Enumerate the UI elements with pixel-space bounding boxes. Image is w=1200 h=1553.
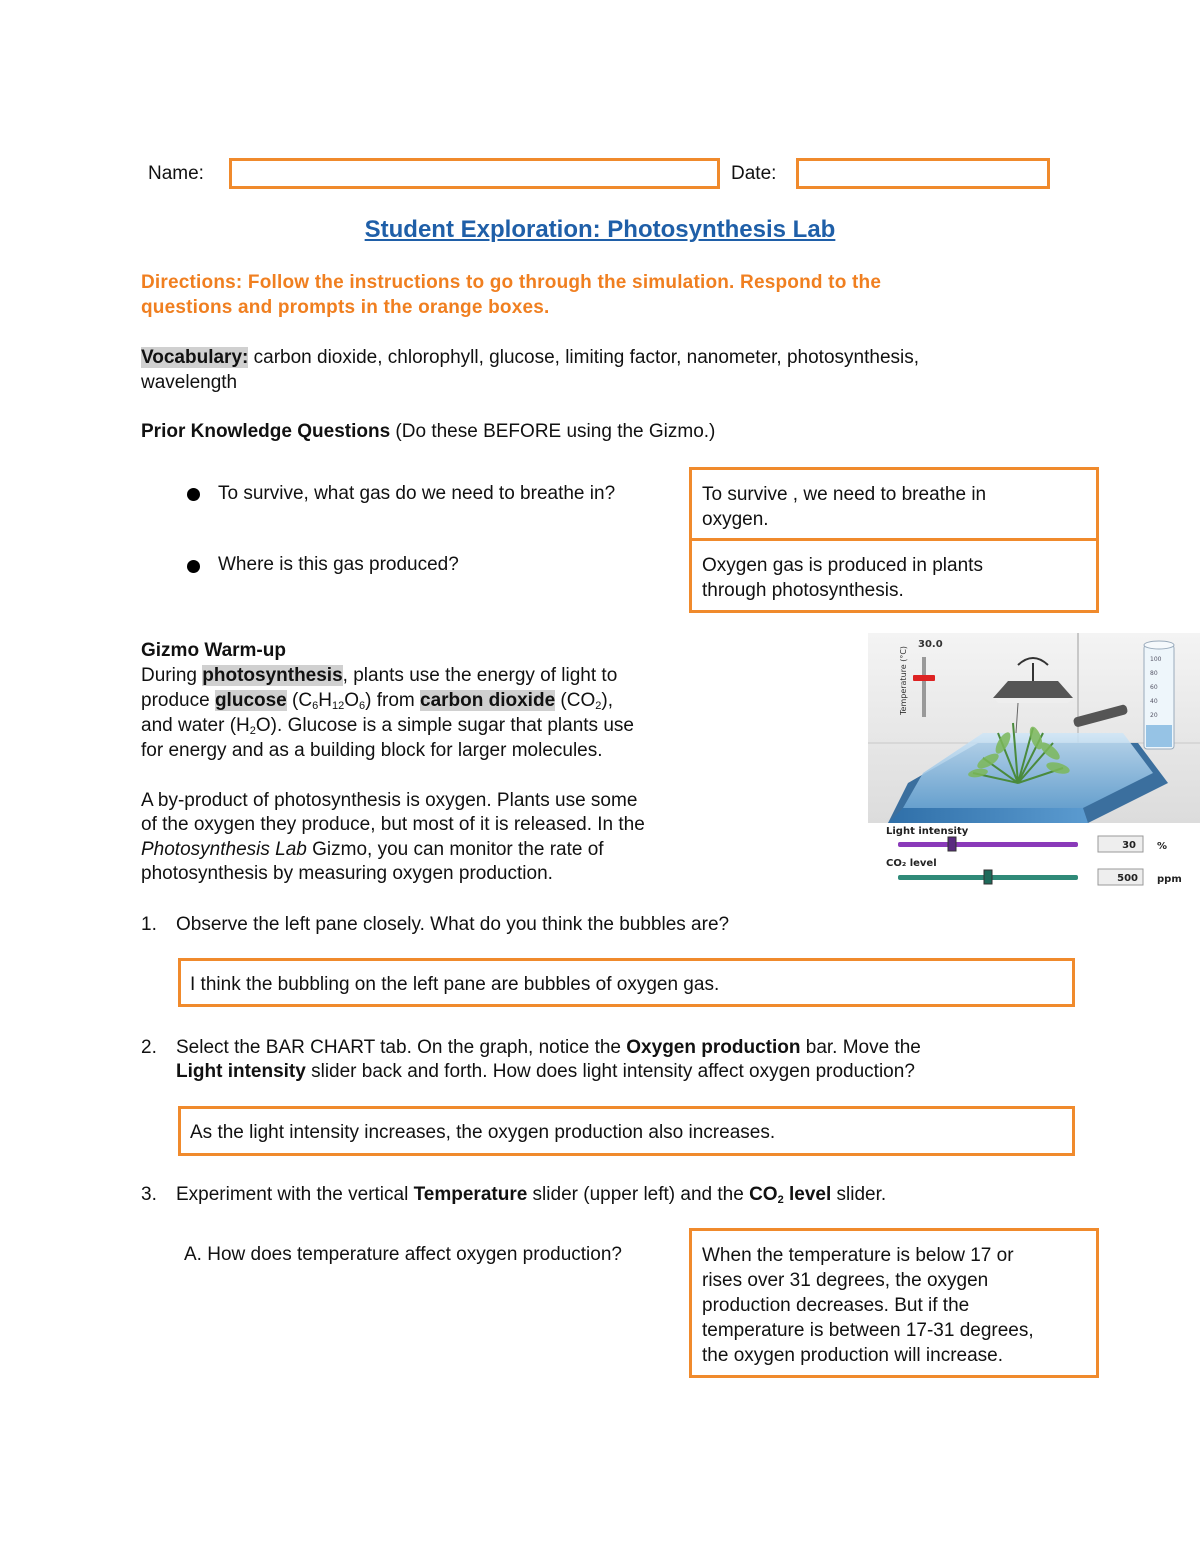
- warmup-heading: Gizmo Warm-up: [141, 640, 286, 661]
- subscript: 2: [595, 700, 602, 712]
- page-title: Student Exploration: Photosynthesis Lab: [364, 216, 836, 243]
- light-intensity-track[interactable]: [898, 842, 1078, 847]
- warmup-p1-line-1: [141, 663, 617, 688]
- text: slider (upper left) and the: [527, 1184, 750, 1205]
- term-light-intensity: Light intensity: [176, 1061, 306, 1082]
- vocabulary-terms: carbon dioxide, chlorophyll, glucose, limiting factor, nanometer, photosynthesis,: [248, 347, 920, 368]
- question-1-text: Observe the left pane closely. What do you think the bubbles are?: [176, 914, 730, 935]
- term-glucose: glucose: [214, 690, 287, 711]
- answer-box-2[interactable]: [178, 1106, 1075, 1156]
- subscript: 12: [331, 700, 345, 712]
- prior-knowledge-heading-line: [141, 419, 715, 444]
- cylinder-tick: 100: [1150, 656, 1162, 663]
- text: ) from: [365, 690, 420, 711]
- simulation-illustration: [868, 633, 1200, 893]
- prior-answer-1-line-2: oxygen.: [702, 509, 769, 530]
- term-photosynthesis: photosynthesis: [202, 665, 343, 686]
- question-3-text: [176, 1182, 886, 1207]
- answer-2-text: As the light intensity increases, the oxygen production also increases.: [190, 1122, 776, 1143]
- warmup-p1-line-2: [141, 688, 613, 713]
- text: slider.: [831, 1184, 887, 1205]
- answer-box-3a[interactable]: [689, 1228, 1099, 1378]
- warmup-p2-line-1: A by-product of photosynthesis is oxygen. Plants use some: [141, 790, 638, 811]
- light-intensity-value: 30: [1122, 840, 1136, 851]
- co2-level-slider-handle[interactable]: [984, 870, 992, 884]
- gizmo-name: Photosynthesis Lab: [141, 839, 307, 860]
- answer-3a-line: temperature is between 17-31 degrees,: [702, 1320, 1034, 1341]
- answer-1-text: I think the bubbling on the left pane are bubbles of oxygen gas.: [190, 974, 720, 995]
- text: Experiment with the vertical: [176, 1184, 414, 1205]
- temperature-slider-handle[interactable]: [913, 675, 935, 681]
- prior-question-1: To survive, what gas do we need to breathe in?: [218, 483, 616, 504]
- prior-answer-box-1[interactable]: [689, 467, 1099, 541]
- subscript: 6: [358, 700, 366, 712]
- text: slider back and forth. How does light intensity affect oxygen production?: [305, 1061, 915, 1082]
- bullet-icon: [187, 488, 200, 501]
- date-label: Date:: [731, 163, 777, 184]
- bullet-icon: [187, 560, 200, 573]
- directions-line-2: questions and prompts in the orange boxes.: [141, 297, 550, 318]
- co2-level-label: CO₂ level: [886, 858, 937, 869]
- vocabulary-label: Vocabulary:: [141, 347, 249, 368]
- text: bar. Move the: [800, 1037, 921, 1058]
- term-temperature: Temperature: [413, 1184, 528, 1205]
- cylinder-tick: 60: [1150, 684, 1158, 691]
- question-1-number: 1.: [141, 914, 157, 935]
- gizmo-simulation-image: [868, 633, 1200, 893]
- cylinder-tick: 40: [1150, 698, 1158, 705]
- subscript: 2: [249, 725, 256, 737]
- name-field[interactable]: [229, 158, 720, 189]
- term-level: level: [783, 1184, 832, 1205]
- text: O). Glucose is a simple sugar that plants use: [255, 715, 634, 736]
- prior-question-2: Where is this gas produced?: [218, 554, 459, 575]
- light-intensity-unit: %: [1157, 841, 1168, 852]
- prior-knowledge-heading: Prior Knowledge Questions: [141, 421, 391, 442]
- vocabulary-line-1: [141, 345, 919, 370]
- text: ),: [601, 690, 613, 711]
- text: (CO: [555, 690, 596, 711]
- vocabulary-line-2: wavelength: [141, 372, 238, 393]
- question-2-line-2: [176, 1059, 915, 1084]
- warmup-p2-line-2: of the oxygen they produce, but most of it is released. In the: [141, 814, 645, 835]
- answer-3a-line: production decreases. But if the: [702, 1295, 970, 1316]
- answer-3a-line: When the temperature is below 17 or: [702, 1245, 1014, 1266]
- text: Gizmo, you can monitor the rate of: [306, 839, 604, 860]
- prior-answer-1-line-1: To survive , we need to breathe in: [702, 484, 987, 505]
- co2-level-unit: ppm: [1157, 874, 1182, 885]
- warmup-p1-line-3: [141, 713, 634, 738]
- warmup-p2-line-4: photosynthesis by measuring oxygen production.: [141, 863, 553, 884]
- light-intensity-slider-handle[interactable]: [948, 837, 956, 851]
- prior-answer-box-2[interactable]: [689, 538, 1099, 613]
- warmup-p2-line-3: [141, 837, 604, 862]
- text: (C: [286, 690, 313, 711]
- text: O: [344, 690, 359, 711]
- answer-3a-line: the oxygen production will increase.: [702, 1345, 1004, 1366]
- cylinder-tick: 20: [1150, 712, 1158, 719]
- text: and water (H: [141, 715, 250, 736]
- name-label: Name:: [148, 163, 204, 184]
- answer-3a-line: rises over 31 degrees, the oxygen: [702, 1270, 989, 1291]
- prior-answer-2-line-1: Oxygen gas is produced in plants: [702, 555, 983, 576]
- text: During: [141, 665, 203, 686]
- prior-knowledge-note: (Do these BEFORE using the Gizmo.): [390, 421, 716, 442]
- light-intensity-value-box[interactable]: [1098, 836, 1143, 852]
- co2-level-value: 500: [1117, 873, 1138, 884]
- warmup-p1-line-4: for energy and as a building block for larger molecules.: [141, 740, 603, 761]
- directions-line-1: Directions: Follow the instructions to go through the simulation. Respond to the: [141, 272, 882, 293]
- text: Select the BAR CHART tab. On the graph, notice the: [176, 1037, 627, 1058]
- question-2-line-1: [176, 1035, 921, 1060]
- term-co2: CO: [749, 1184, 778, 1205]
- term-oxygen-production: Oxygen production: [626, 1037, 801, 1058]
- prior-answer-2-line-2: through photosynthesis.: [702, 580, 904, 601]
- temperature-track: [922, 657, 926, 717]
- question-3a-text: A. How does temperature affect oxygen production?: [184, 1244, 622, 1265]
- question-3-number: 3.: [141, 1184, 157, 1205]
- temperature-label: Temperature (°C): [899, 645, 908, 715]
- temperature-value: 30.0: [918, 639, 943, 650]
- subscript: 6: [312, 700, 319, 712]
- cylinder-tick: 80: [1150, 670, 1158, 677]
- light-intensity-label: Light intensity: [886, 826, 969, 837]
- text: produce: [141, 690, 215, 711]
- text: H: [318, 690, 332, 711]
- text: , plants use the energy of light to: [342, 665, 618, 686]
- term-carbon-dioxide: carbon dioxide: [420, 690, 556, 711]
- answer-box-1[interactable]: [178, 958, 1075, 1007]
- question-2-number: 2.: [141, 1037, 157, 1058]
- tank-side: [888, 808, 1088, 823]
- date-field[interactable]: [796, 158, 1050, 189]
- subscript: 2: [777, 1194, 784, 1206]
